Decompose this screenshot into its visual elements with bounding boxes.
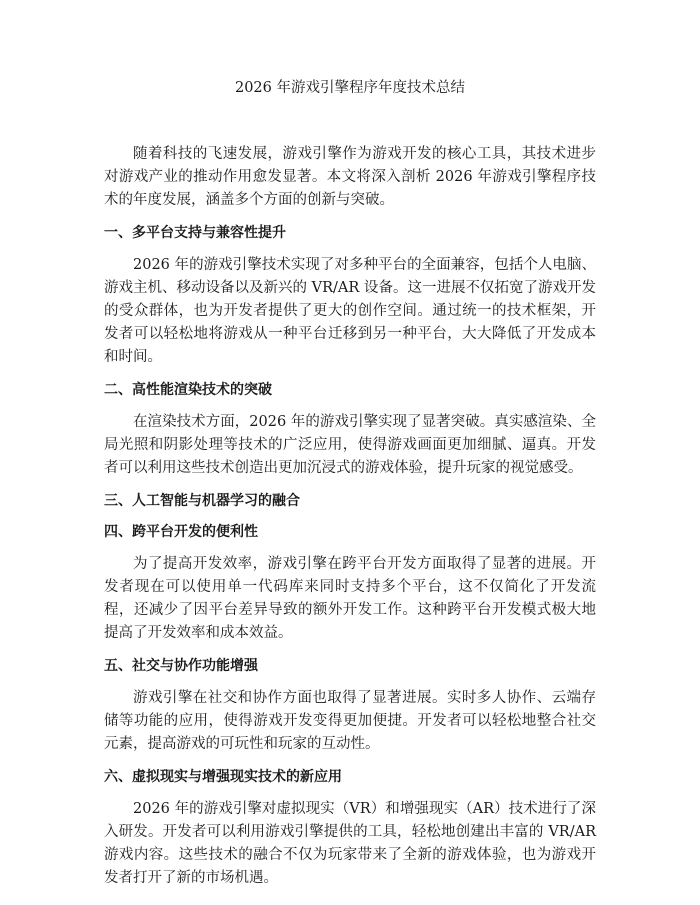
section-heading-5: 五、社交与协作功能增强 — [104, 658, 258, 674]
section-body-4: 为了提高开发效率，游戏引擎在跨平台开发方面取得了显著的进展。开发者现在可以使用单一代码库来同时支持多个平台，这不仅简化了开发流程，还减少了因平台差异导致的额外开发工作。这种跨平台开发模式极大地提高了开发效率和成本效益。 — [104, 556, 596, 641]
section-heading-2: 二、高性能渲染技术的突破 — [104, 382, 272, 398]
section-body-5: 游戏引擎在社交和协作方面也取得了显著进展。实时多人协作、云端存储等功能的应用，使得游戏开发变得更加便捷。开发者可以轻松地整合社交元素，提高游戏的可玩性和玩家的互动性。 — [104, 690, 596, 752]
intro-paragraph: 随着科技的飞速发展，游戏引擎作为游戏开发的核心工具，其技术进步对游戏产业的推动作用愈发显著。本文将深入剖析 2026 年游戏引擎程序技术的年度发展，涵盖多个方面的创新与突破。 — [104, 146, 596, 208]
section-heading-6: 六、虚拟现实与增强现实技术的新应用 — [104, 769, 342, 785]
section-body-6: 2026 年的游戏引擎对虚拟现实（VR）和增强现实（AR）技术进行了深入研发。开发者可以利用游戏引擎提供的工具，轻松地创建出丰富的 VR/AR 游戏内容。这些技术的融合不仅为玩家带来了全新的游戏体验，也为游戏开发者打开了新的市场机遇。 — [104, 801, 596, 886]
section-body-2: 在渲染技术方面，2026 年的游戏引擎实现了显著突破。真实感渲染、全局光照和阴影处理等技术的广泛应用，使得游戏画面更加细腻、逼真。开发者可以利用这些技术创造出更加沉浸式的游戏体验，提升玩家的视觉感受。 — [104, 414, 596, 476]
section-heading-1: 一、多平台支持与兼容性提升 — [104, 225, 286, 241]
section-heading-3: 三、人工智能与机器学习的融合 — [104, 493, 300, 509]
section-heading-4: 四、跨平台开发的便利性 — [104, 524, 258, 540]
section-body-1: 2026 年的游戏引擎技术实现了对多种平台的全面兼容，包括个人电脑、游戏主机、移动设备以及新兴的 VR/AR 设备。这一进展不仅拓宽了游戏开发的受众群体，也为开发者提供了更大的创作空间。通过统一的技术框架，开发者可以轻松地将游戏从一种平台迁移到另一种平台，大大降低了开发成本和时间。 — [104, 257, 596, 365]
document-title: 2026 年游戏引擎程序年度技术总结 — [234, 80, 465, 96]
